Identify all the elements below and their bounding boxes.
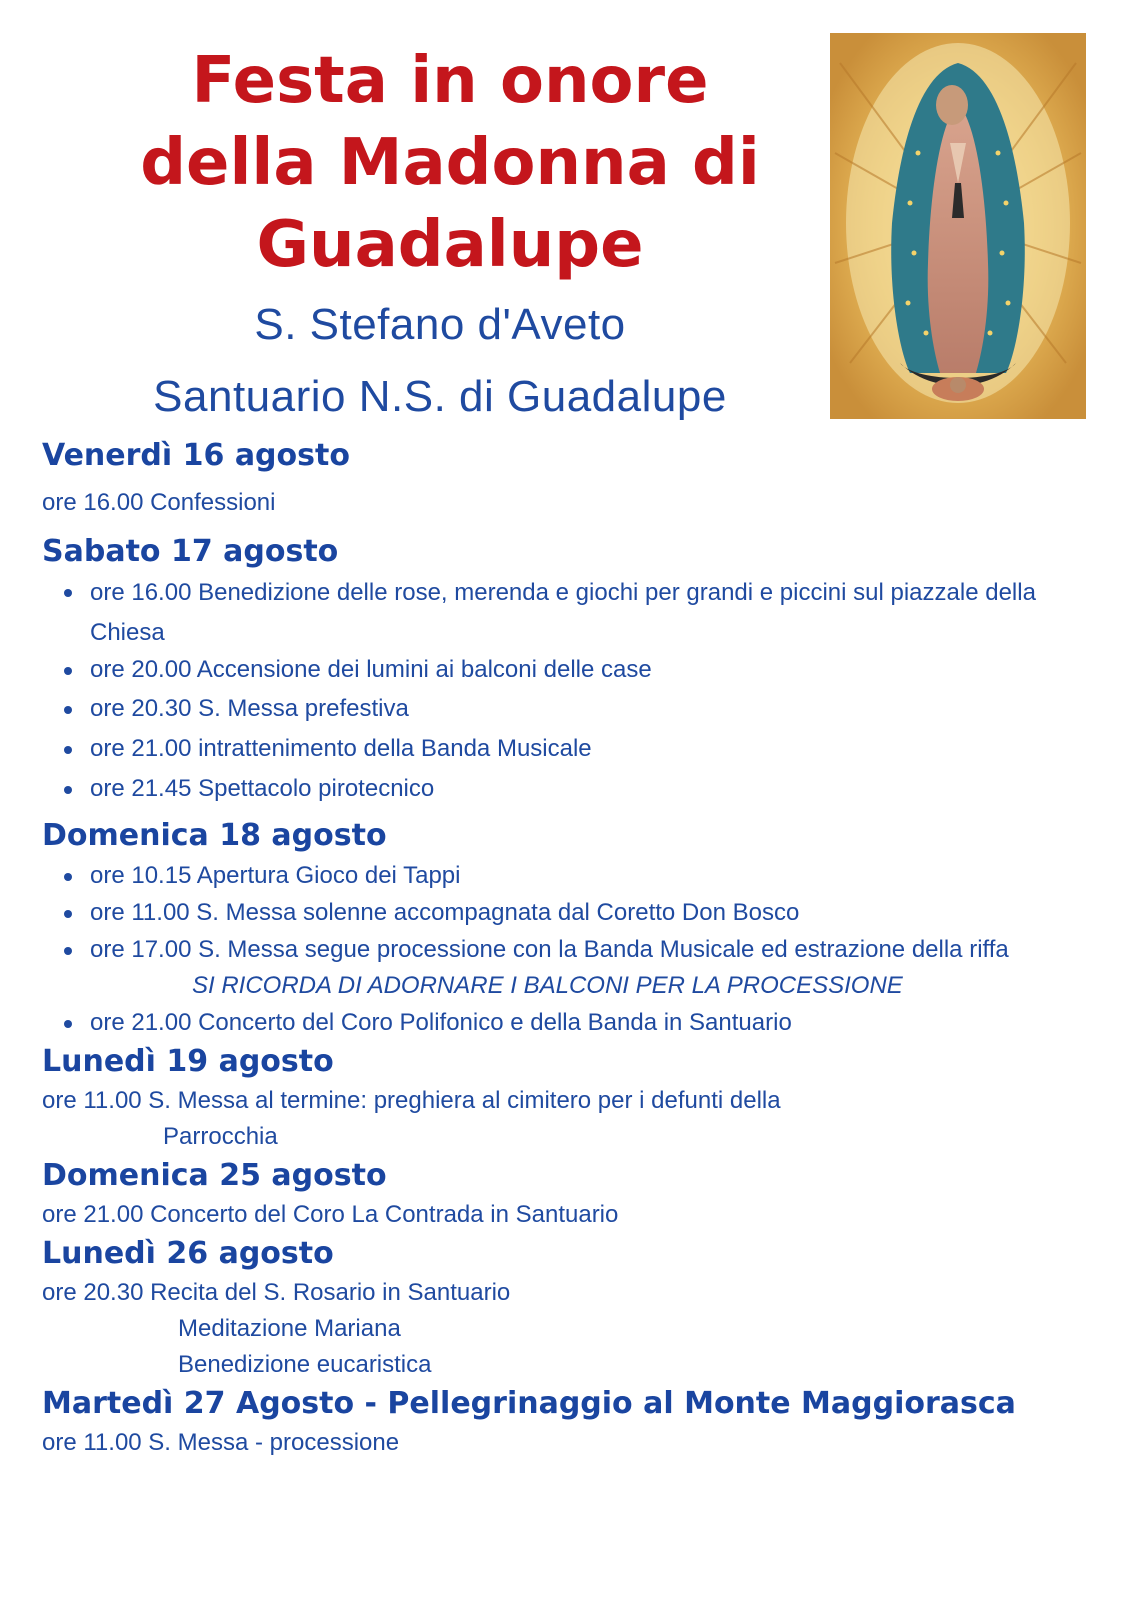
list-item: ore 11.00 S. Messa solenne accompagnata dal Coretto Don Bosco [42,894,1102,931]
sun18-list [42,857,1102,968]
church-subtitle: Santuario N.S. di Guadalupe [153,372,727,421]
list-item: ore 21.00 intrattenimento della Banda Musicale [42,730,1102,767]
schedule-line: ore 20.30 Recita del S. Rosario in Santuario [42,1279,511,1306]
title-line-1: Festa in onore [191,44,709,118]
day-heading-sun25: Domenica 25 agosto [42,1158,387,1193]
day-heading-fri16: Venerdì 16 agosto [42,438,350,473]
schedule-line: ore 21.00 Concerto del Coro La Contrada in Santuario [42,1201,619,1228]
list-item: ore 21.00 Concerto del Coro Polifonico e della Banda in Santuario [42,1004,1102,1041]
schedule-line-cont: Benedizione eucaristica [178,1351,432,1378]
day-heading-tue27: Martedì 27 Agosto - Pellegrinaggio al Monte Maggiorasca [42,1386,1016,1421]
program-schedule [42,435,1102,1461]
schedule-line-cont: Parrocchia [163,1123,278,1150]
day-heading-sat17: Sabato 17 agosto [42,534,339,569]
list-item: ore 10.15 Apertura Gioco dei Tappi [42,857,1102,894]
madonna-of-guadalupe-icon [830,33,1086,419]
place-subtitle: S. Stefano d'Aveto [254,300,626,349]
list-item: ore 16.00 Benedizione delle rose, merenda e giochi per grandi e piccini sul piazzale della Chiesa [42,573,1102,653]
list-item: ore 17.00 S. Messa segue processione con la Banda Musicale ed estrazione della riffa [42,931,1102,968]
poster-title [70,40,830,286]
schedule-line: ore 11.00 S. Messa - processione [42,1429,400,1456]
title-line-2: della Madonna di [140,126,760,200]
schedule-line-cont: Meditazione Mariana [178,1315,401,1342]
day-heading-mon26: Lunedì 26 agosto [42,1236,334,1271]
list-item: ore 20.00 Accensione dei lumini ai balconi delle case [42,651,1102,688]
day-heading-sun18: Domenica 18 agosto [42,818,387,853]
schedule-line: ore 16.00 Confessioni [42,489,276,516]
list-item: ore 21.45 Spettacolo pirotecnico [42,770,1102,807]
title-line-3: Guadalupe [256,208,644,282]
day-heading-mon19: Lunedì 19 agosto [42,1044,334,1079]
sun18-list-evening [42,1004,1102,1041]
list-item: ore 20.30 S. Messa prefestiva [42,690,1102,727]
sat17-list [42,573,1102,807]
schedule-line: ore 11.00 S. Messa al termine: preghiera al cimitero per i defunti della [42,1087,781,1114]
madonna-image [830,33,1086,419]
procession-note: SI RICORDA DI ADORNARE I BALCONI PER LA PROCESSIONE [192,972,903,999]
